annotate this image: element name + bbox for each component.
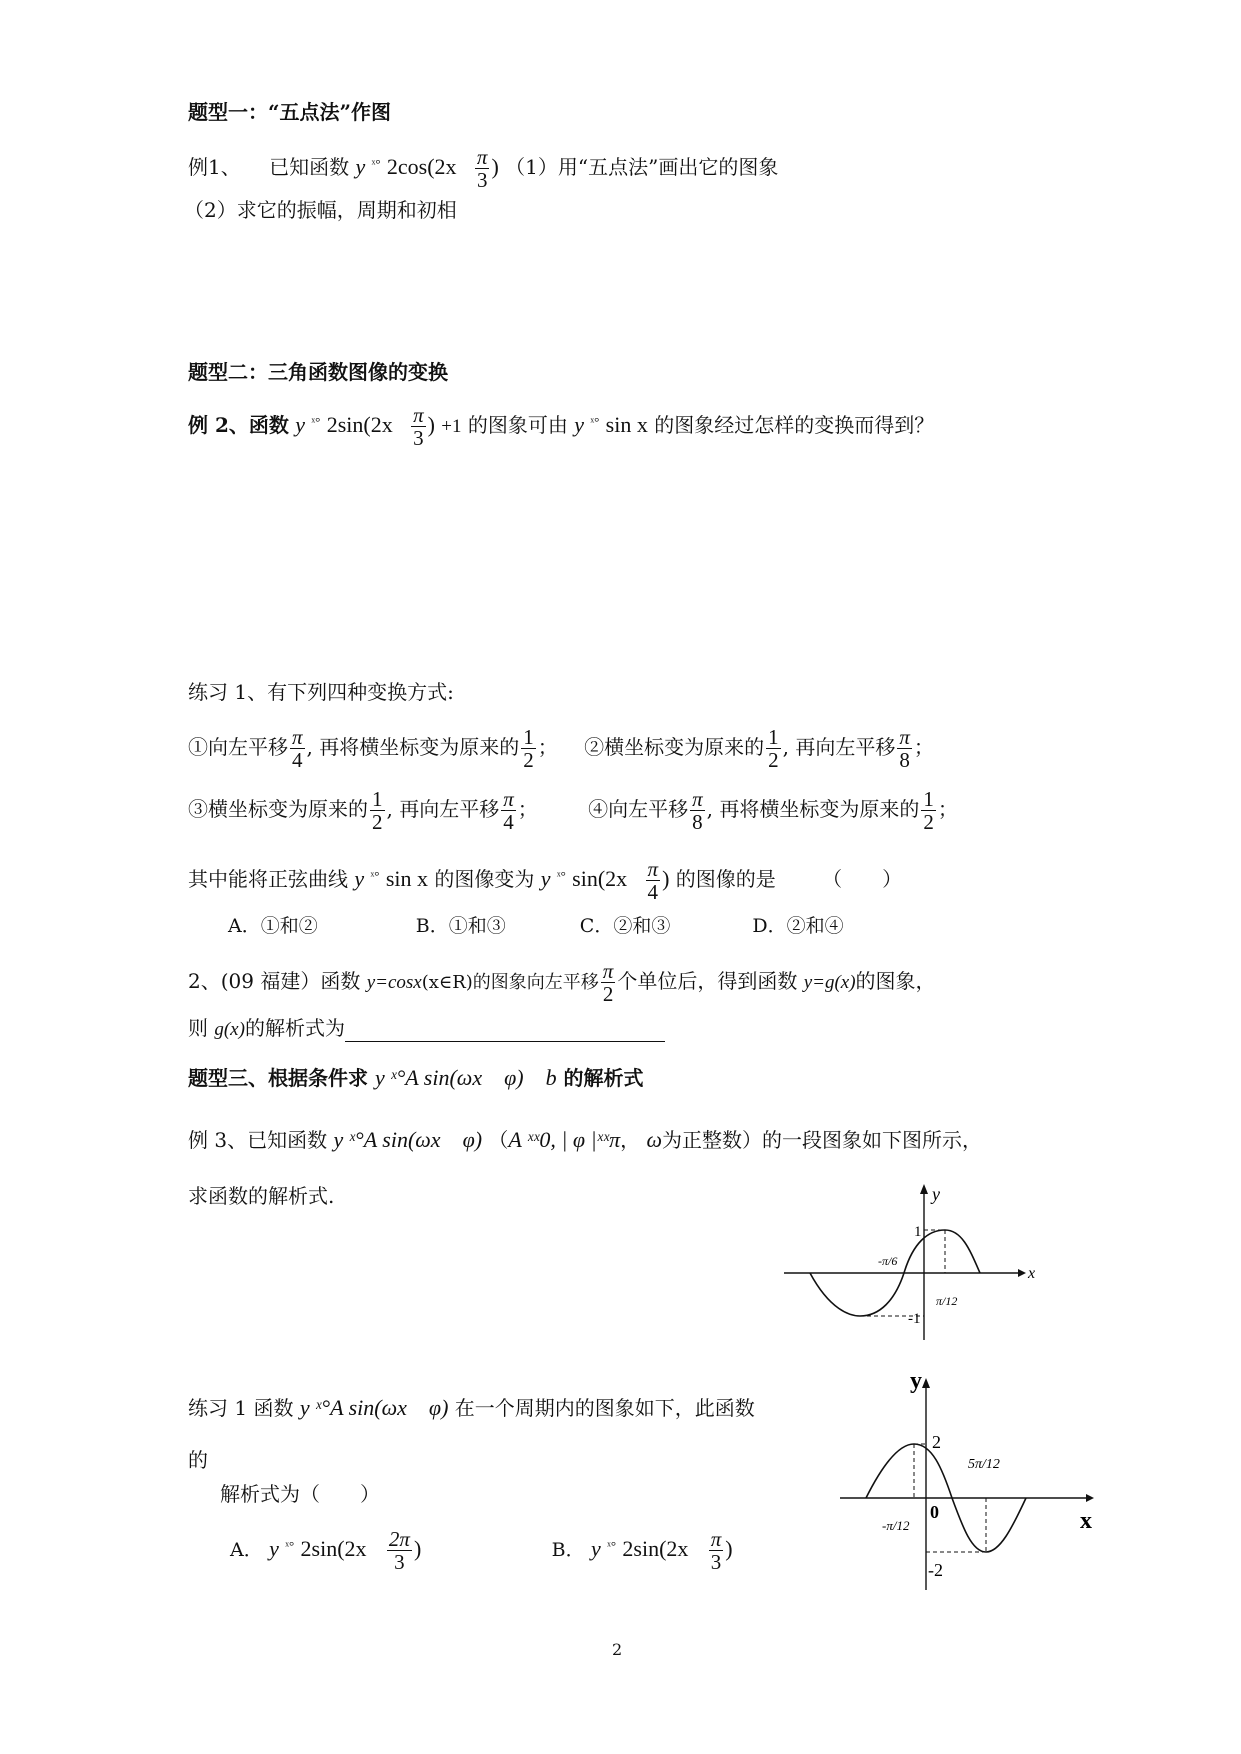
choice-b: B．①和③: [415, 915, 506, 937]
q-func: sin(2x: [572, 866, 628, 891]
option1-b: , 再将横坐标变为原来的: [306, 735, 520, 759]
ex3-c: ，: [620, 1128, 641, 1152]
ex3-b: （: [488, 1128, 509, 1152]
ex2-y: y: [295, 412, 306, 437]
example3-line1: [188, 1128, 982, 1152]
ex2-glyph2: ˣ°: [590, 414, 600, 429]
p3-choice-b-y: y: [590, 1536, 601, 1561]
p2-f: 的图象，: [855, 969, 936, 993]
graph2-zero: 0: [930, 1502, 939, 1522]
example1-task1: （1）用“五点法”画出它的图象: [505, 155, 779, 179]
q-fraction: $\frac{\pi}{4}$: [647, 857, 659, 904]
q-y2: y: [540, 866, 551, 891]
ex2-func: 2sin(2x: [326, 412, 393, 437]
ex2-close: ): [427, 412, 435, 437]
option2-end: ；: [913, 735, 934, 759]
p3-math: y ˣ°A sin(ωx φ): [299, 1395, 449, 1420]
p3-a: 练习 1 函数: [188, 1396, 294, 1420]
practice1-options-row1: [188, 726, 934, 771]
choice-d: D．②和④: [752, 915, 844, 937]
p3-choice-b-close: ): [725, 1536, 733, 1561]
ex1-glyph: ˣ°: [371, 156, 381, 171]
ex2-sin: sin x: [605, 412, 648, 437]
q-y: y: [354, 866, 365, 891]
p3-choice-a-func: 2sin(2x: [300, 1536, 367, 1561]
p2-d: 个单位后，得到函数: [617, 969, 798, 993]
ex2-fraction: $\frac{\pi}{3}$: [413, 403, 424, 450]
p3-choice-a-label: A．: [230, 1539, 263, 1561]
graph1-y-arrow: [920, 1184, 928, 1194]
q-paren: （ ）: [822, 867, 903, 891]
p3-choice-b-frac: $\frac{\pi}{3}$: [710, 1527, 722, 1574]
ex1-close: ): [491, 154, 499, 179]
graph1-x-arrow: [1018, 1269, 1026, 1277]
option1-end: ；: [537, 735, 558, 759]
practice1-question: [188, 858, 902, 903]
q-glyph: ˣ°: [370, 868, 380, 883]
p2-g-a: 则: [188, 1016, 208, 1040]
ex3-math: y ˣ°A sin(ωx φ): [333, 1127, 483, 1152]
option2-frac: $\frac{\pi}{8}$: [899, 725, 910, 772]
option3-half: $\frac{1}{2}$: [372, 787, 383, 834]
practice3-choices: [230, 1528, 733, 1573]
graph2-two: 2: [932, 1432, 941, 1452]
ex2-plus: +1: [441, 416, 462, 437]
choice-c: C．②和③: [579, 915, 671, 937]
p3-choice-b-glyph: ˣ°: [607, 1538, 617, 1553]
p2-c: (x∈R)的图象向左平移: [421, 972, 599, 993]
option4-frac: $\frac{\pi}{8}$: [692, 787, 703, 834]
option1-a: ①向左平移: [188, 735, 288, 759]
q-b: 的图像变为: [434, 867, 535, 891]
ex2-mid: 的图象可由: [467, 413, 568, 437]
graph1-pi12: π/12: [936, 1294, 958, 1308]
ex2-tail: 的图象经过怎样的变换而得到？: [654, 413, 935, 437]
p2-g-c: 的解析式为: [244, 1016, 345, 1040]
graph1-x-label: x: [1028, 1265, 1036, 1282]
example1-line: [188, 146, 778, 191]
q-c: 的图像的是: [675, 867, 776, 891]
option4-a: ④向左平移: [588, 797, 689, 821]
graph2-five-pi12: 5π/12: [968, 1457, 1000, 1472]
practice3-line2: 的: [188, 1448, 208, 1472]
option3-b: , 再向左平移: [386, 797, 500, 821]
p3-choice-a-frac: $\frac{2\pi}{3}$: [388, 1527, 410, 1574]
example3-line2: 求函数的解析式.: [188, 1184, 335, 1208]
graph2-neg-pi12: -π/12: [882, 1518, 910, 1533]
graph2-neg-two: -2: [928, 1560, 943, 1580]
q-glyph2: ˣ°: [556, 868, 566, 883]
option4-half: $\frac{1}{2}$: [923, 787, 934, 834]
option2-a: ②横坐标变为原来的: [584, 735, 765, 759]
example2-label: 例 2、函数: [188, 413, 289, 437]
example2-line: [188, 404, 934, 449]
practice2-line2: [188, 1016, 665, 1042]
graph2-x-label: x: [1080, 1508, 1092, 1534]
practice3-line1: [188, 1396, 755, 1420]
option1-frac: $\frac{\pi}{4}$: [292, 725, 303, 772]
ex1-fraction: $\frac{\pi}{3}$: [476, 145, 488, 192]
p2-g-b: g(x): [214, 1019, 245, 1040]
practice1-options-row2: [188, 788, 958, 833]
q-close: ): [662, 866, 670, 891]
ex1-y: y: [355, 154, 366, 179]
section2-heading: 题型二：三角函数图像的变换: [188, 360, 448, 384]
p3-choice-a-close: ): [413, 1536, 422, 1561]
graph1-one: 1: [914, 1224, 922, 1240]
option3-end: ；: [517, 797, 538, 821]
choice-a: A．①和②: [228, 915, 318, 937]
s3-heading-math: y ˣ°A sin(ωx φ) b: [374, 1065, 557, 1090]
section1-heading: 题型一：“五点法”作图: [188, 100, 392, 124]
practice1-intro: 练习 1、有下列四种变换方式:: [188, 680, 454, 704]
option3-frac: $\frac{\pi}{4}$: [503, 787, 514, 834]
p3-b: 在一个周期内的图象如下，此函数: [454, 1396, 755, 1420]
example1-task2: （2）求它的振幅，周期和初相: [184, 198, 457, 222]
example1-label: 例1、: [188, 155, 241, 179]
option1-half: $\frac{1}{2}$: [523, 725, 534, 772]
q-a: 其中能将正弦曲线: [188, 867, 348, 891]
p2-e: y=g(x): [803, 972, 856, 993]
p3-choice-a-y: y: [269, 1536, 279, 1561]
ex3-a: 例 3、已知函数: [188, 1128, 328, 1152]
section3-heading: 题型三、根据条件求 y ˣ°A sin(ωx φ) b 的解析式: [188, 1065, 644, 1090]
p2-b: y=cosx: [366, 972, 422, 993]
q-sin: sin x: [385, 866, 428, 891]
graph2-y-arrow: [922, 1378, 930, 1388]
example3-graph: [780, 1180, 1060, 1350]
p3-choice-b-func: 2sin(2x: [622, 1536, 689, 1561]
answer-blank: [345, 1021, 665, 1042]
option2-b: , 再向左平移: [782, 735, 896, 759]
practice2-line1: [188, 960, 936, 1005]
option2-half: $\frac{1}{2}$: [768, 725, 779, 772]
ex2-y2: y: [574, 412, 584, 437]
p2-fraction: $\frac{\pi}{2}$: [602, 959, 614, 1006]
ex1-func: 2cos(2x: [386, 154, 457, 179]
practice3-line3: 解析式为（ ）: [220, 1482, 380, 1506]
graph1-neg-one: -1: [908, 1311, 921, 1327]
p3-choice-b-label: B．: [551, 1539, 585, 1561]
option4-end: ；: [937, 797, 958, 821]
example1-prefix: 已知函数: [269, 155, 350, 179]
practice3-graph: [836, 1368, 1106, 1598]
graph1-y-label: y: [932, 1184, 940, 1204]
graph1-neg-pi6: -π/6: [878, 1254, 898, 1268]
ex2-glyph: ˣ°: [311, 414, 321, 429]
p3-choice-a-glyph: ˣ°: [285, 1538, 295, 1553]
ex3-cond: A ˣˣ0, | φ |ˣˣπ: [508, 1127, 621, 1152]
p2-a: 2、(09 福建）函数: [188, 969, 361, 993]
ex3-d: 为正整数）的一段图象如下图所示，: [662, 1128, 982, 1152]
page-number: 2: [612, 1640, 623, 1659]
ex3-omega: ω: [646, 1127, 662, 1152]
practice1-choices: [228, 914, 844, 938]
option4-b: , 再将横坐标变为原来的: [706, 797, 920, 821]
graph2-y-label: y: [910, 1368, 922, 1394]
option3-a: ③横坐标变为原来的: [188, 797, 368, 821]
graph2-x-arrow: [1086, 1494, 1094, 1502]
